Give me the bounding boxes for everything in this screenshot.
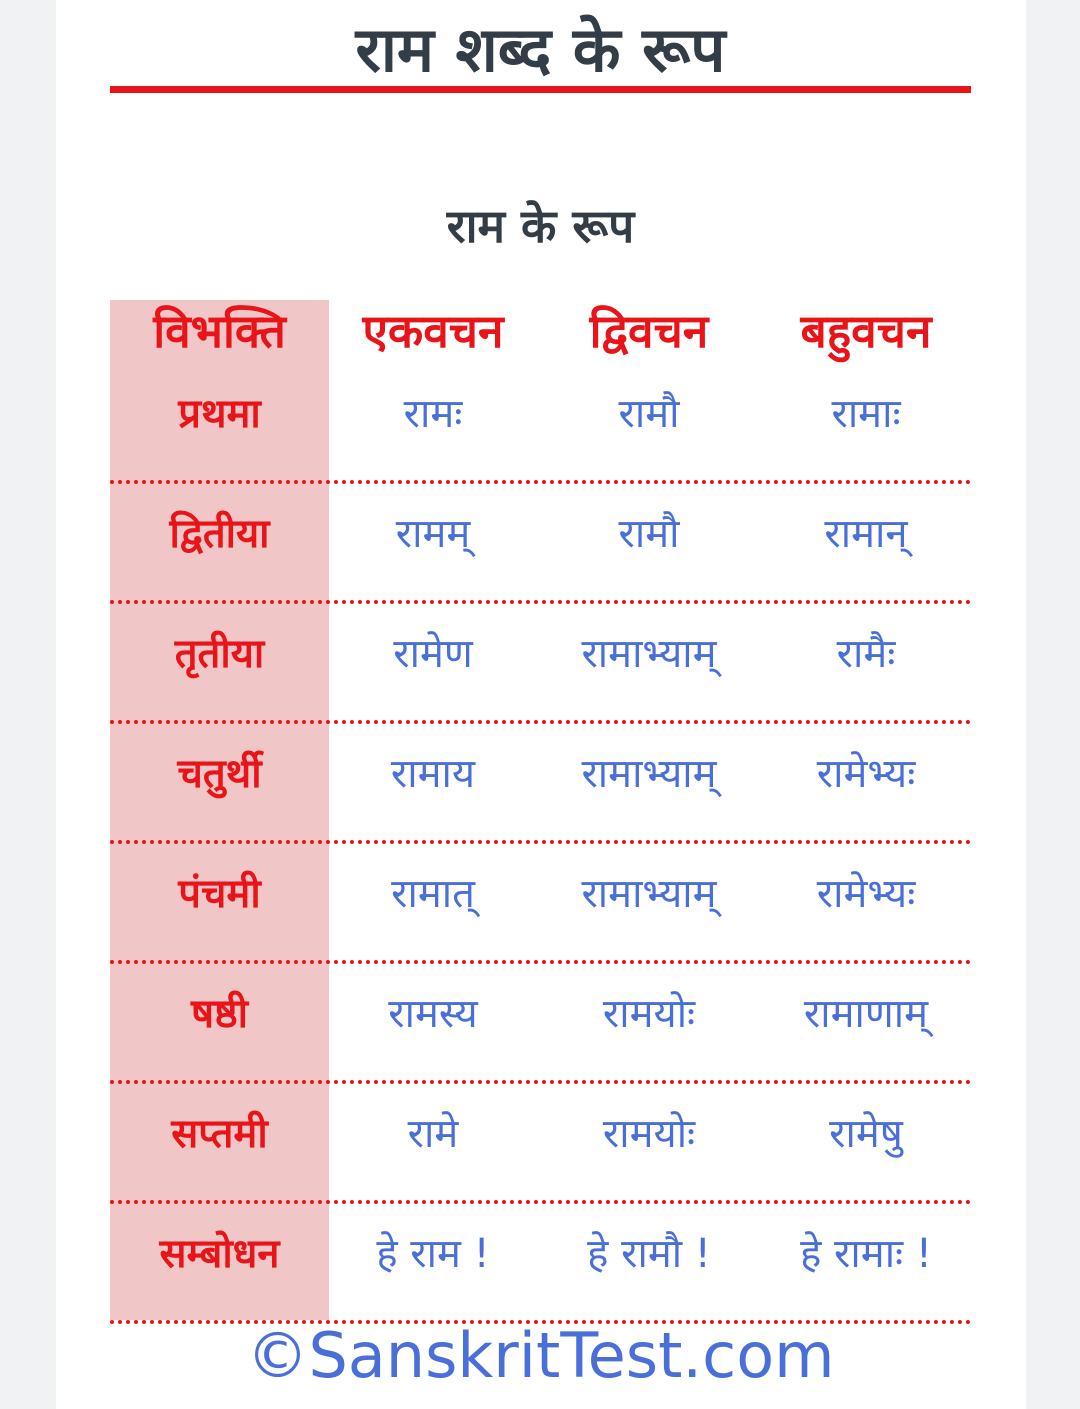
ekvachan-form: रामे [407, 1111, 459, 1157]
ekvachan-form: रामेण [393, 631, 473, 677]
header-vibhakti: विभक्ति [153, 304, 286, 358]
ekvachan-form: रामाय [390, 751, 476, 797]
vibhakti-label: तृतीया [174, 631, 265, 677]
table-row [110, 364, 971, 484]
ekvachan-form: हे राम ! [376, 1231, 490, 1277]
table-row [110, 964, 971, 1084]
table-row [110, 724, 971, 844]
table-title: राम के रूप [446, 199, 635, 253]
table-row [110, 1084, 971, 1204]
bahuvachan-form: हे रामाः ! [800, 1231, 932, 1277]
vibhakti-label: पंचमी [178, 871, 261, 917]
table-row [110, 484, 971, 604]
vibhakti-label: सम्बोधन [159, 1231, 280, 1277]
bahuvachan-form: रामाः [831, 391, 901, 437]
watermark-footer: ©SanskritTest.com [246, 1319, 835, 1392]
dvivachan-form: रामौ [618, 511, 680, 557]
dvivachan-form: रामौ [618, 391, 680, 437]
title-underline [110, 86, 971, 93]
ekvachan-form: रामात् [391, 871, 475, 917]
vibhakti-label: चतुर्थी [177, 751, 262, 797]
dvivachan-form: रामयोः [602, 991, 696, 1037]
table-row [110, 1204, 971, 1324]
bahuvachan-form: रामेभ्यः [816, 751, 916, 797]
table-row [110, 604, 971, 724]
bahuvachan-form: रामान् [824, 511, 908, 557]
dvivachan-form: रामाभ्याम् [581, 631, 717, 677]
bahuvachan-form: रामैः [836, 631, 896, 677]
vibhakti-label: सप्तमी [171, 1111, 268, 1157]
vibhakti-label: प्रथमा [178, 391, 261, 437]
dvivachan-form: रामयोः [602, 1111, 696, 1157]
table-row [110, 844, 971, 964]
dvivachan-form: रामाभ्याम् [581, 871, 717, 917]
bahuvachan-form: रामेषु [829, 1111, 903, 1157]
ekvachan-form: रामस्य [388, 991, 478, 1037]
vibhakti-label: षष्ठी [190, 991, 249, 1037]
header-dvivachan: द्विवचन [589, 304, 709, 358]
vibhakti-label: द्वितीया [169, 511, 270, 557]
dvivachan-form: हे रामौ ! [587, 1231, 711, 1277]
dvivachan-form: रामाभ्याम् [581, 751, 717, 797]
page-title: राम शब्द के रूप [355, 13, 726, 86]
bahuvachan-form: रामेभ्यः [816, 871, 916, 917]
header-ekvachan: एकवचन [362, 304, 504, 358]
ekvachan-form: रामः [403, 391, 463, 437]
bahuvachan-form: रामाणाम् [803, 991, 929, 1037]
header-bahuvachan: बहुवचन [800, 304, 932, 358]
ekvachan-form: रामम् [395, 511, 471, 557]
